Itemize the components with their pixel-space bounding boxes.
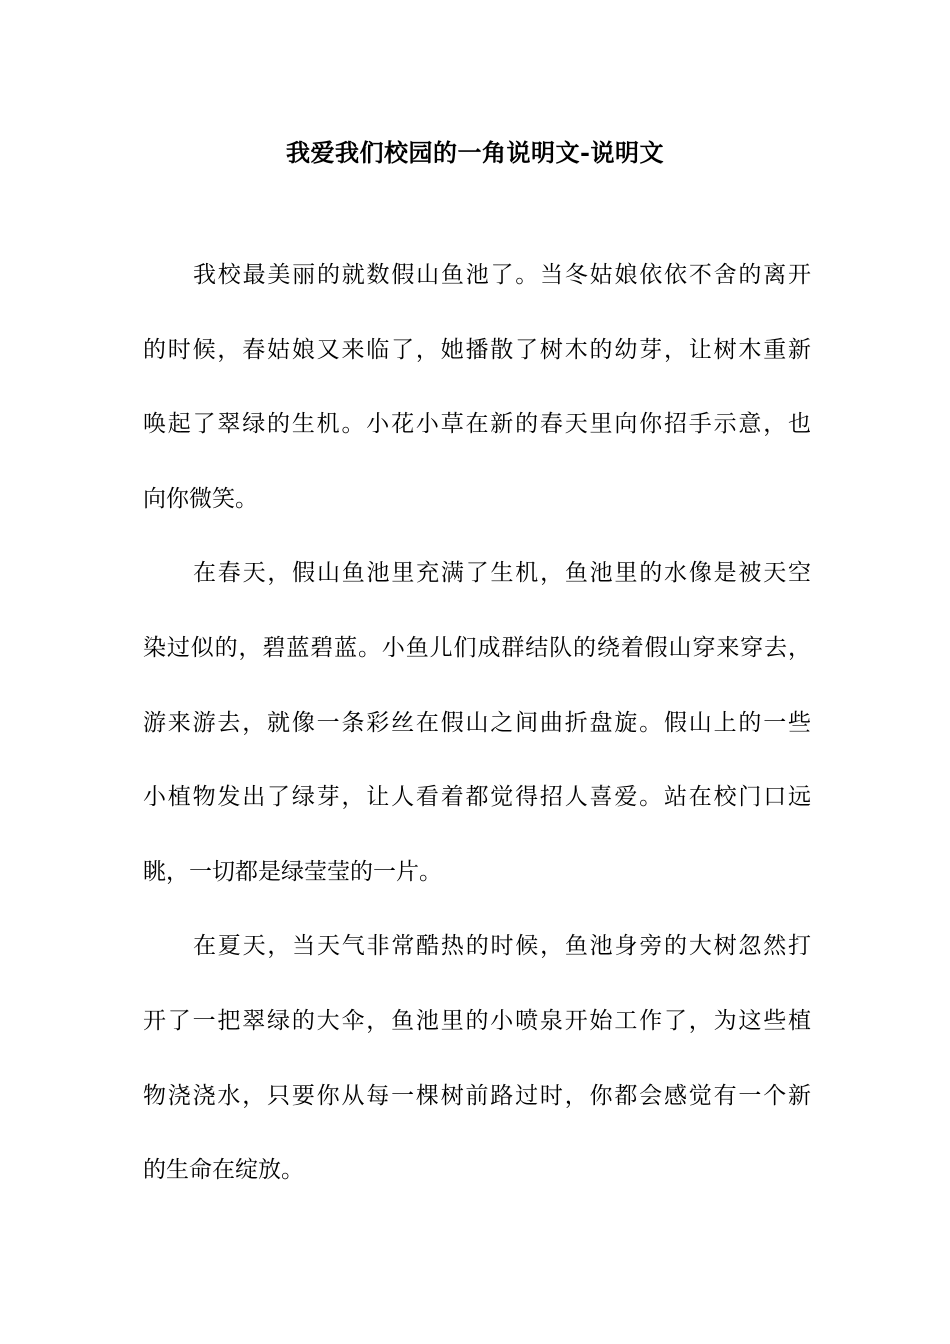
text-line: 眺，一切都是绿莹莹的一片。 bbox=[143, 858, 442, 885]
text-line: 染过似的，碧蓝碧蓝。小鱼儿们成群结队的绕着假山穿来穿去， bbox=[143, 634, 811, 661]
text-line: 物浇浇水，只要你从每一棵树前路过时，你都会感觉有一个新 bbox=[143, 1082, 811, 1109]
text-line: 我校最美丽的就数假山鱼池了。当冬姑娘依依不舍的离开 bbox=[193, 262, 811, 288]
text-line: 唤起了翠绿的生机。小花小草在新的春天里向你招手示意，也 bbox=[143, 411, 811, 438]
paragraph-1 bbox=[143, 253, 811, 551]
text-line: 开了一把翠绿的大伞，鱼池里的小喷泉开始工作了，为这些植 bbox=[143, 1007, 811, 1034]
paragraph-3 bbox=[143, 924, 811, 1222]
document-body bbox=[143, 253, 811, 1223]
text-line: 游来游去，就像一条彩丝在假山之间曲折盘旋。假山上的一些 bbox=[143, 709, 811, 736]
text-line: 在夏天，当天气非常酷热的时候，鱼池身旁的大树忽然打 bbox=[193, 933, 811, 960]
text-line: 的时候，春姑娘又来临了，她播散了树木的幼芽，让树木重新 bbox=[143, 336, 811, 363]
paragraph-2 bbox=[143, 551, 811, 924]
text-line: 在春天，假山鱼池里充满了生机，鱼池里的水像是被天空 bbox=[193, 560, 811, 587]
text-line: 向你微笑。 bbox=[143, 485, 258, 512]
document-title: 我爱我们校园的一角说明文-说明文 bbox=[286, 138, 664, 167]
text-line: 的生命在绽放。 bbox=[143, 1157, 304, 1184]
text-line: 小植物发出了绿芽，让人看着都觉得招人喜爱。站在校门口远 bbox=[143, 784, 811, 811]
